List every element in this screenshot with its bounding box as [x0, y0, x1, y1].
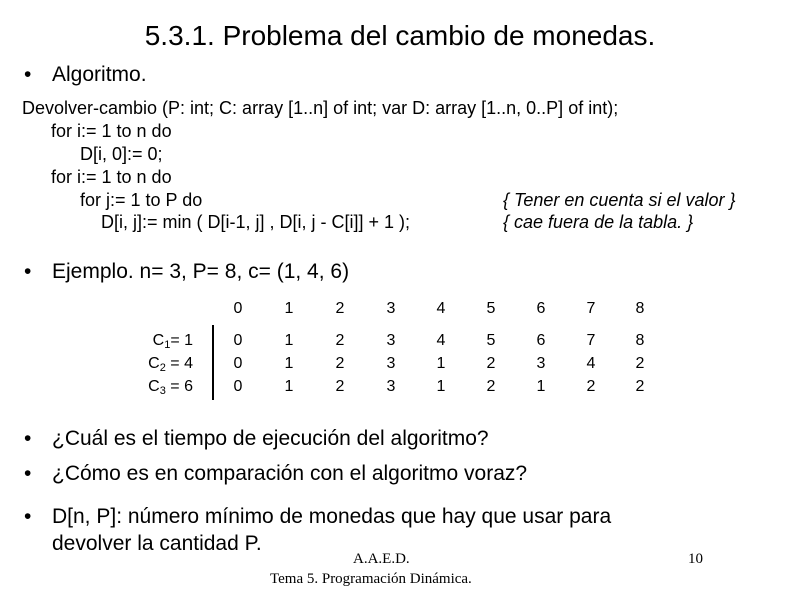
header-cell: 2: [335, 300, 345, 317]
page-title: 5.3.1. Problema del cambio de monedas.: [144, 20, 656, 51]
table-cell: 7: [586, 332, 596, 349]
header-cell: 8: [635, 300, 645, 317]
table-cell: 6: [536, 332, 546, 349]
bullet-marker-question-1: •: [24, 427, 32, 450]
row-label-c2: $C_2 = 4$: [148, 355, 193, 374]
table-cell: 8: [635, 332, 645, 349]
table-cell: 1: [284, 355, 294, 372]
table-cell: 5: [486, 332, 496, 349]
table-cell: 1: [284, 332, 294, 349]
table-cell: 2: [635, 378, 645, 395]
code-line-for-j: for j:= 1 to P do: [80, 190, 203, 210]
footer-topic: Tema 5. Programación Dinámica.: [270, 571, 472, 587]
header-cell: 7: [586, 300, 596, 317]
ejemplo-label: Ejemplo.: [52, 260, 134, 283]
ejemplo-line: [52, 260, 349, 284]
table-cell: 4: [436, 332, 446, 349]
table-cell: 4: [586, 355, 596, 372]
table-cell: 2: [335, 378, 345, 395]
bullet-marker-question-2: •: [24, 462, 32, 485]
question-2: ¿Cómo es en comparación con el algoritmo voraz?: [52, 462, 528, 485]
code-line-for-i-1: for i:= 1 to n do: [51, 121, 172, 141]
table-cell: 0: [233, 355, 243, 372]
table-cell: 0: [233, 332, 243, 349]
ejemplo-params: n= 3, P= 8, c= (1, 4, 6): [133, 260, 350, 283]
table-cell: 0: [233, 378, 243, 395]
question-1: ¿Cuál es el tiempo de ejecución del algoritmo?: [52, 427, 489, 450]
table-cell: 3: [386, 378, 396, 395]
row-label-c1: $C_1= 1$: [152, 332, 193, 351]
code-line-min: D[i, j]:= min ( D[i-1, j] , D[i, j - C[i]] + 1 );: [101, 212, 411, 232]
table-cell: 3: [386, 332, 396, 349]
section-heading-algoritmo: Algoritmo.: [52, 63, 147, 86]
page-number: 10: [688, 551, 703, 567]
table-divider-line: [212, 325, 214, 400]
table-cell: 1: [436, 378, 446, 395]
code-comment-1: { Tener en cuenta si el valor }: [503, 190, 736, 210]
bullet-marker-note: •: [24, 505, 32, 528]
table-cell: 2: [586, 378, 596, 395]
table-cell: 2: [335, 355, 345, 372]
table-cell: 1: [284, 378, 294, 395]
row-label-c3: $C_3 = 6$: [148, 378, 193, 397]
table-cell: 1: [536, 378, 546, 395]
table-cell: 3: [386, 355, 396, 372]
table-cell: 2: [635, 355, 645, 372]
header-cell: 1: [284, 300, 294, 317]
header-cell: 5: [486, 300, 496, 317]
code-line-init: D[i, 0]:= 0;: [80, 144, 163, 164]
header-cell: 3: [386, 300, 396, 317]
table-cell: 2: [486, 378, 496, 395]
note-line-2: devolver la cantidad P.: [52, 532, 262, 555]
table-cell: 1: [436, 355, 446, 372]
code-line-for-i-2: for i:= 1 to n do: [51, 167, 172, 187]
code-comment-2: { cae fuera de la tabla. }: [503, 212, 694, 232]
footer-course: A.A.E.D.: [353, 551, 410, 567]
table-cell: 3: [536, 355, 546, 372]
table-cell: 2: [486, 355, 496, 372]
header-cell: 4: [436, 300, 446, 317]
header-cell: 6: [536, 300, 546, 317]
header-cell: 0: [233, 300, 243, 317]
note-line-1: D[n, P]: número mínimo de monedas que hay que usar para: [52, 505, 612, 528]
table-cell: 2: [335, 332, 345, 349]
bullet-marker-algoritmo: •: [24, 63, 32, 86]
bullet-marker-ejemplo: •: [24, 260, 32, 283]
code-line-signature: Devolver-cambio (P: int; C: array [1..n] of int; var D: array [1..n, 0..P] of int);: [22, 98, 619, 118]
